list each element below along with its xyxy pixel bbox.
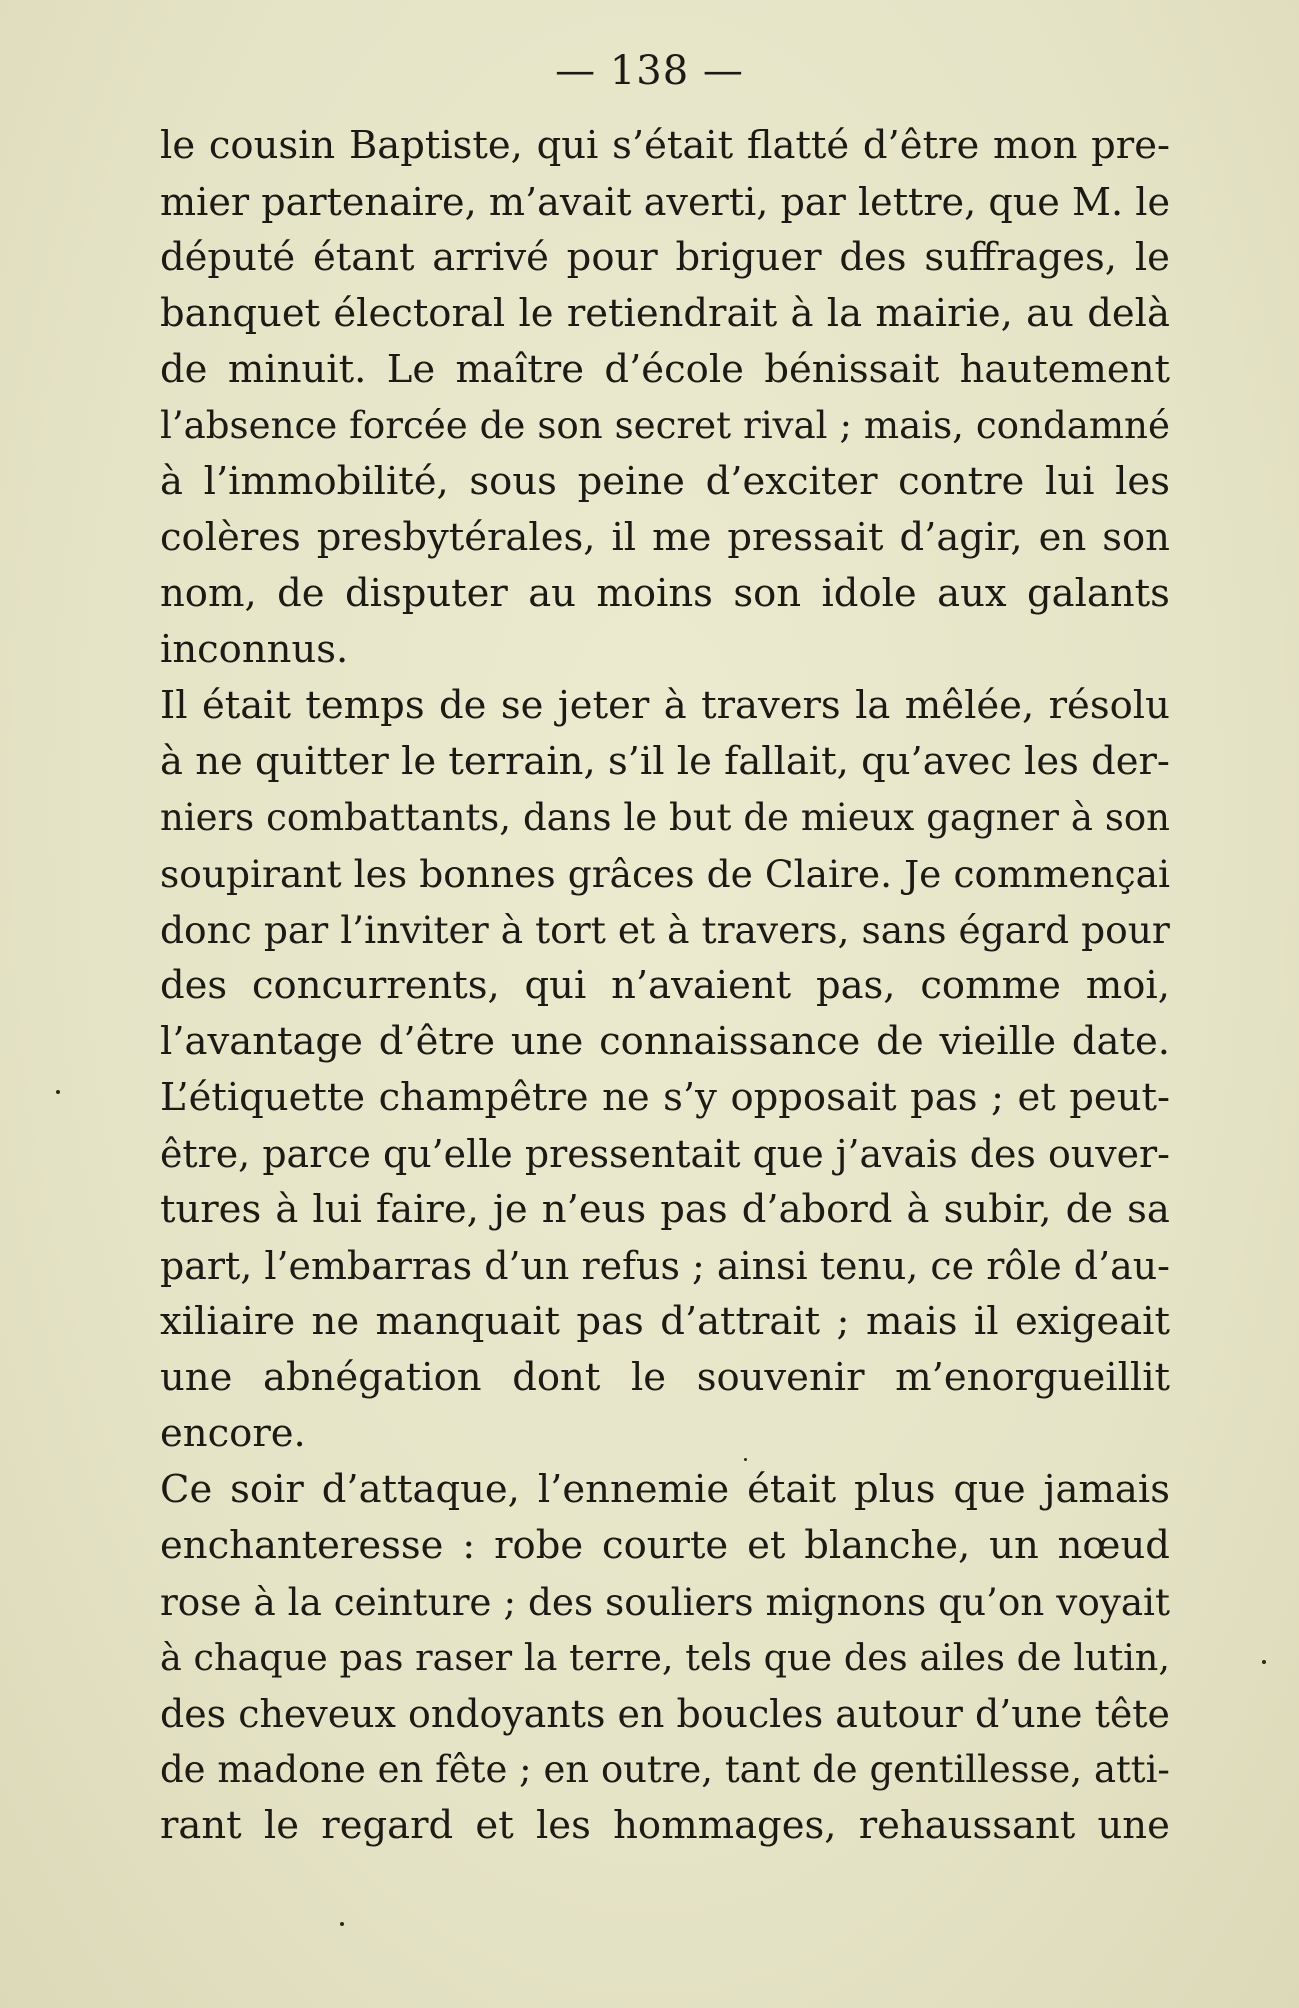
- text-line: part, l’embarras d’un refus ; ainsi tenu, ce rôle d’au-: [160, 1244, 1170, 1288]
- text-line: le cousin Baptiste, qui s’était flatté d’être mon pre-: [160, 123, 1170, 168]
- paper-speck: [744, 1458, 747, 1461]
- page-number: — 138 —: [555, 48, 744, 94]
- text-line: nom, de disputer au moins son idole aux galants: [160, 571, 1170, 616]
- text-line: une abnégation dont le souvenir m’enorgueillit: [160, 1355, 1170, 1400]
- text-line: à chaque pas raser la terre, tels que des ailes de lutin,: [160, 1636, 1170, 1679]
- text-line: l’absence forcée de son secret rival ; mais, condamné: [160, 404, 1170, 447]
- text-line: des cheveux ondoyants en boucles autour d’une tête: [160, 1692, 1170, 1736]
- paper-speck: [1262, 1660, 1266, 1664]
- text-line: à l’immobilité, sous peine d’exciter contre lui les: [160, 459, 1170, 504]
- text-line: de minuit. Le maître d’école bénissait hautement: [160, 347, 1170, 392]
- text-line: des concurrents, qui n’avaient pas, comme moi,: [160, 963, 1170, 1008]
- text-line: député étant arrivé pour briguer des suffrages, le: [160, 235, 1170, 280]
- text-line: à ne quitter le terrain, s’il le fallait, qu’avec les der-: [160, 739, 1170, 784]
- text-line: l’avantage d’être une connaissance de vieille date.: [160, 1019, 1170, 1064]
- text-line: encore.: [160, 1411, 306, 1456]
- body-text: [160, 118, 1170, 1854]
- text-line: donc par l’inviter à tort et à travers, sans égard pour: [160, 908, 1170, 952]
- text-line: mier partenaire, m’avait averti, par lettre, que M. le: [160, 180, 1170, 224]
- text-line: niers combattants, dans le but de mieux gagner à son: [160, 796, 1170, 839]
- text-line: Il était temps de se jeter à travers la mêlée, résolu: [160, 683, 1170, 728]
- text-line: enchanteresse : robe courte et blanche, un nœud: [160, 1523, 1170, 1568]
- text-line: être, parce qu’elle pressentait que j’avais des ouver-: [160, 1132, 1170, 1176]
- text-line: de madone en fête ; en outre, tant de gentillesse, atti-: [160, 1748, 1170, 1791]
- text-line: tures à lui faire, je n’eus pas d’abord à subir, de sa: [160, 1187, 1170, 1232]
- text-line: inconnus.: [160, 627, 349, 672]
- text-line: L’étiquette champêtre ne s’y opposait pas ; et peut-: [160, 1075, 1170, 1120]
- text-line: colères presbytérales, il me pressait d’agir, en son: [160, 515, 1170, 560]
- text-line: Ce soir d’attaque, l’ennemie était plus que jamais: [160, 1467, 1170, 1512]
- text-line: soupirant les bonnes grâces de Claire. Je commençai: [160, 852, 1170, 896]
- paper-speck: [56, 1090, 60, 1094]
- paper-speck: [340, 1922, 344, 1926]
- text-line: banquet électoral le retiendrait à la mairie, au delà: [160, 291, 1170, 336]
- text-line: rant le regard et les hommages, rehaussant une: [160, 1803, 1170, 1848]
- text-line: xiliaire ne manquait pas d’attrait ; mais il exigeait: [160, 1299, 1170, 1344]
- text-line: rose à la ceinture ; des souliers mignons qu’on voyait: [160, 1580, 1170, 1624]
